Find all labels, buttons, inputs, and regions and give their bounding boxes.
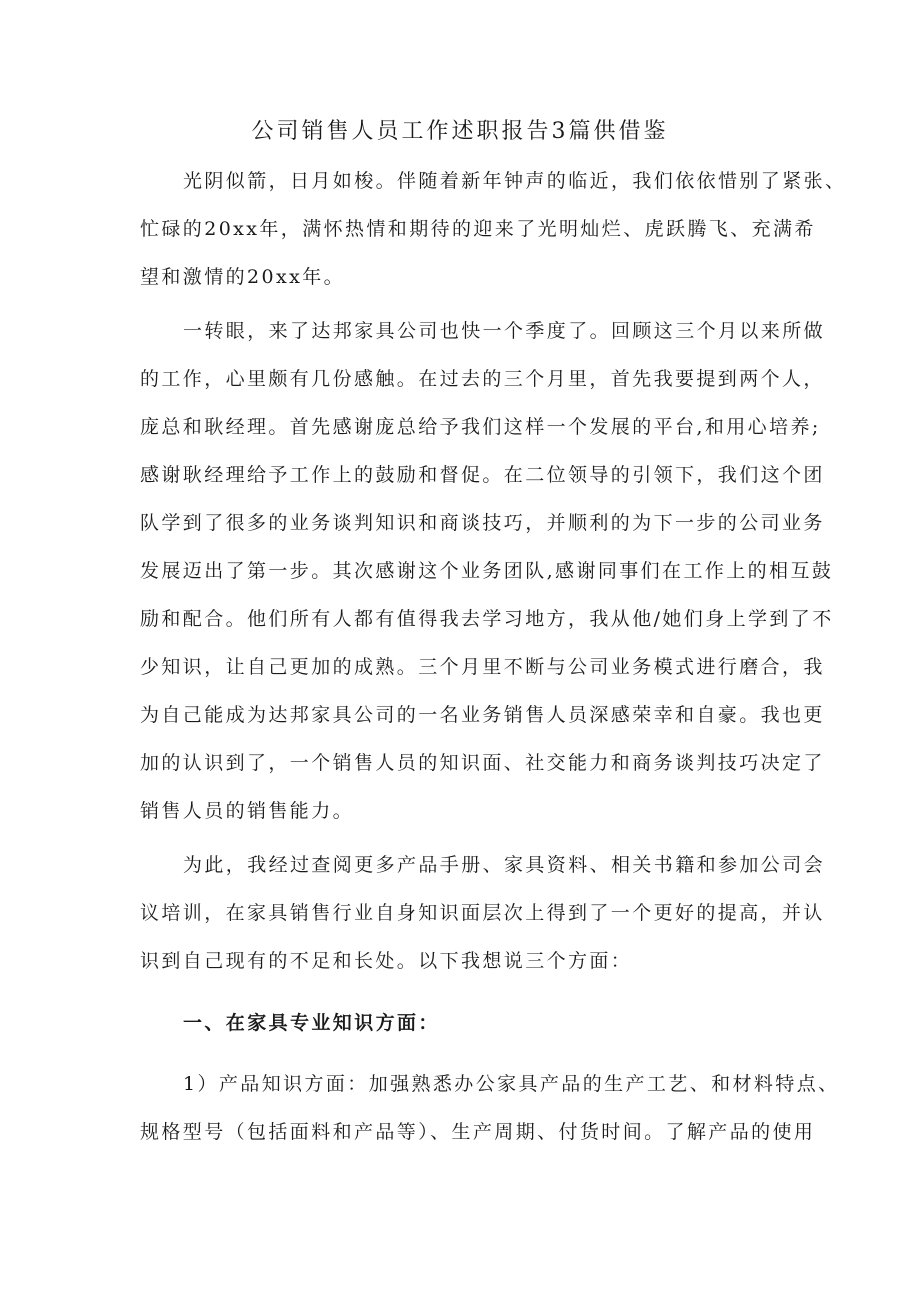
paragraph-line: 发展迈出了第一步。其次感谢这个业务团队,感谢同事们在工作上的相互鼓 (140, 560, 834, 582)
paragraph-line: 识到自己现有的不足和长处。以下我想说三个方面： (140, 950, 633, 972)
paragraph-line: 庞总和耿经理。首先感谢庞总给予我们这样一个发展的平台,和用心培养; (140, 416, 821, 438)
paragraph-line: 1）产品知识方面：加强熟悉办公家具产品的生产工艺、和材料特点、 (183, 1073, 840, 1095)
paragraph-line: 一转眼，来了达邦家具公司也快一个季度了。回顾这三个月以来所做 (183, 320, 826, 342)
paragraph-line: 加的认识到了，一个销售人员的知识面、社交能力和商务谈判技巧决定了 (140, 752, 825, 774)
paragraph-line: 销售人员的销售能力。 (140, 800, 355, 822)
document-title: 公司销售人员工作述职报告3篇供借鉴 (251, 119, 669, 144)
paragraph-line: 少知识，让自己更加的成熟。三个月里不断与公司业务模式进行磨合，我 (140, 656, 825, 678)
paragraph-line: 望和激情的20xx年。 (140, 266, 346, 288)
paragraph-line: 的工作，心里颇有几份感触。在过去的三个月里，首先我要提到两个人， (140, 368, 825, 390)
paragraph-line: 励和配合。他们所有人都有值得我去学习地方，我从他/她们身上学到了不 (140, 608, 834, 630)
paragraph-line: 议培训，在家具销售行业自身知识面层次上得到了一个更好的提高，并认 (140, 902, 825, 924)
paragraph-line: 感谢耿经理给予工作上的鼓励和督促。在二位领导的引领下，我们这个团 (140, 464, 825, 486)
paragraph-line: 为此，我经过查阅更多产品手册、家具资料、相关书籍和参加公司会 (183, 854, 826, 876)
paragraph-line: 忙碌的20xx年，满怀热情和期待的迎来了光明灿烂、虎跃腾飞、充满希 (140, 218, 816, 240)
paragraph-line: 为自己能成为达邦家具公司的一名业务销售人员深感荣幸和自豪。我也更 (140, 704, 825, 726)
section-heading: 一、在家具专业知识方面： (183, 1012, 440, 1034)
paragraph-line: 队学到了很多的业务谈判知识和商谈技巧，并顺利的为下一步的公司业务 (140, 512, 825, 534)
paragraph-line: 规格型号（包括面料和产品等）、生产周期、付货时间。了解产品的使用 (140, 1121, 816, 1143)
paragraph-line: 光阴似箭，日月如梭。伴随着新年钟声的临近，我们依依惜别了紧张、 (183, 170, 847, 192)
